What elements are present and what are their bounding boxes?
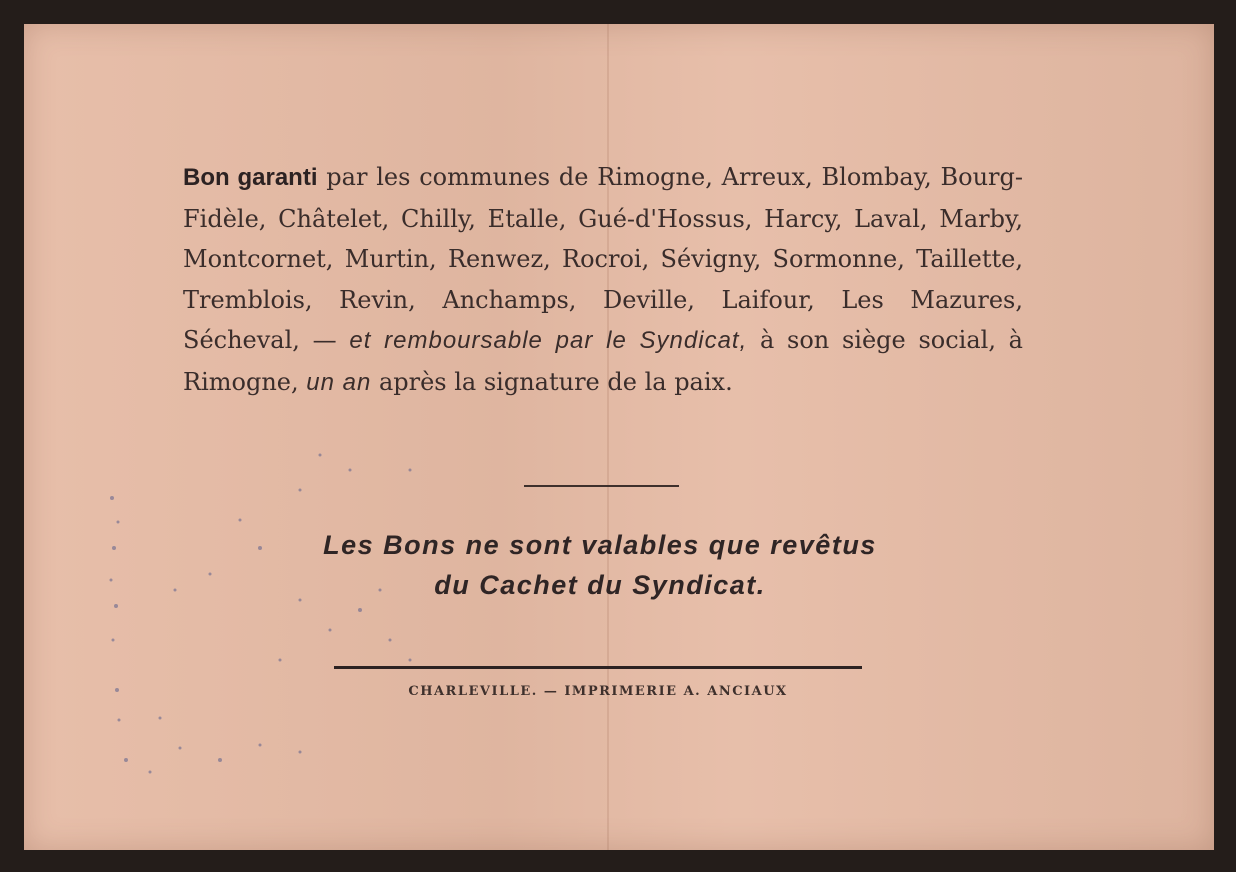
validity-line-1: Les Bons ne sont valables que revêtus	[323, 530, 877, 560]
guarantee-paragraph	[183, 157, 1023, 403]
paper-fold	[607, 24, 609, 850]
validity-notice	[200, 525, 1000, 605]
seat-clause: à son siège social, à Rimogne,	[183, 326, 1023, 396]
printer-imprint: CHARLEVILLE. — IMPRIMERIE A. ANCIAUX	[408, 684, 788, 699]
footer-rule	[334, 666, 862, 669]
separator-rule	[524, 485, 679, 487]
redeemable-clause: et remboursable par le Syndicat,	[349, 327, 748, 354]
after-peace-clause: après la signature de la paix.	[378, 367, 733, 396]
guarantee-communes: par les communes de Rimogne, Arreux, Blombay, Bourg-Fidèle, Châtelet, Chilly, Etalle, Gué-d'Hossus, Harcy, Laval, Marby, Montcornet, Murtin, Renwez, Rocroi, Sévigny, Sormonne, Taillette, Tremblois, Revin, Anchamps, Deville, Laifour, Les Mazures, Sécheval, —	[183, 163, 1023, 354]
guarantee-lead: Bon garanti	[183, 164, 318, 191]
one-year-clause: un an	[306, 368, 372, 396]
validity-line-2: du Cachet du Syndicat.	[434, 570, 766, 600]
banknote-reverse	[24, 24, 1214, 850]
